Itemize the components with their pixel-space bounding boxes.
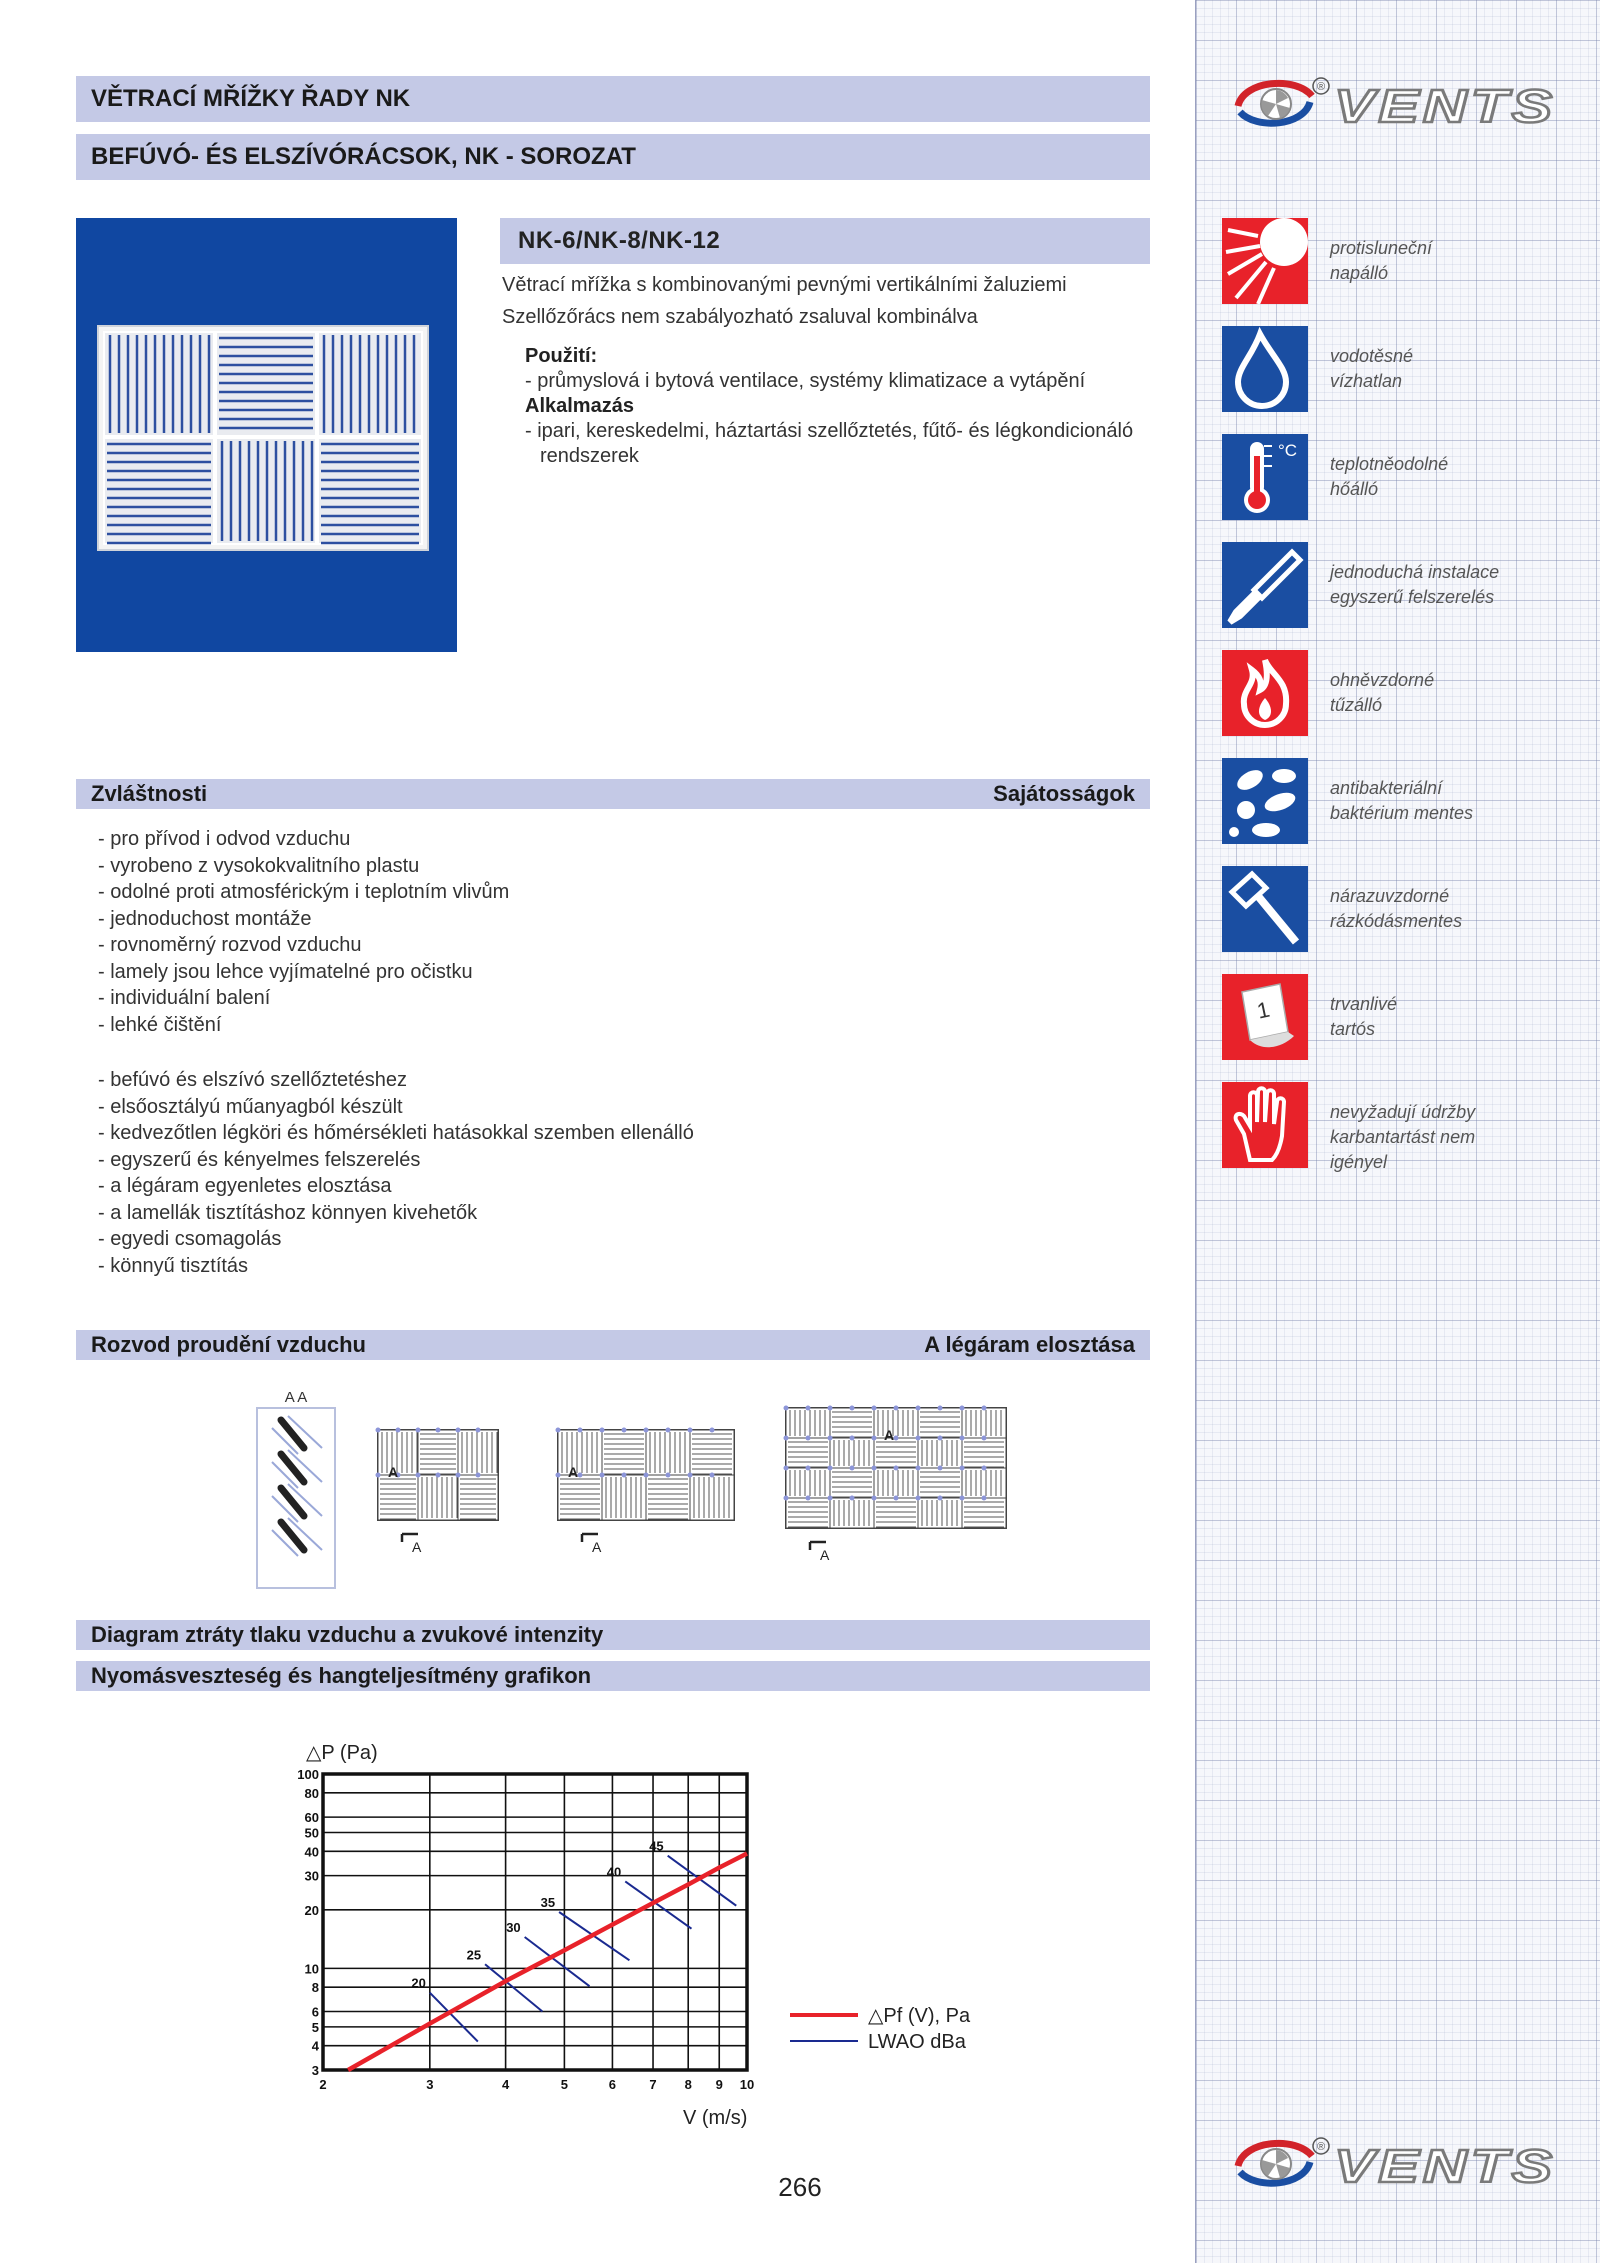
features-heading-hu: Sajátosságok [993, 781, 1135, 806]
airflow-arrow-marker [376, 1428, 381, 1433]
x-tick-label: 8 [684, 2077, 692, 2092]
list-item: - individuální balení [98, 987, 271, 1009]
airflow-cell [874, 1468, 918, 1498]
airflow-arrow-marker [894, 1436, 899, 1441]
airflow-arrow-marker [806, 1406, 811, 1411]
airflow-cell [830, 1438, 874, 1468]
x-tick-label: 4 [501, 2077, 510, 2092]
airflow-cell [786, 1408, 830, 1438]
airflow-arrow-marker [872, 1496, 877, 1501]
airflow-arrow-marker [436, 1428, 441, 1433]
cut-label: A [592, 1539, 602, 1555]
diagram-bar-hu [76, 1661, 1150, 1691]
x-tick-label: 5 [560, 2077, 569, 2092]
airflow-arrow-marker [622, 1473, 627, 1478]
legend-label-pressure: △Pf (V), Pa [868, 2005, 971, 2027]
airflow-cell [918, 1498, 962, 1528]
flame-icon [1222, 650, 1308, 736]
airflow-arrow-marker [872, 1406, 877, 1411]
features-heading-cz: Zvláštnosti [91, 781, 208, 806]
sound-level-label: 30 [506, 1920, 521, 1936]
airflow-cell [962, 1408, 1006, 1438]
y-tick-label: 40 [304, 1844, 319, 1860]
list-item: - lamely jsou lehce vyjímatelné pro očistku [98, 960, 473, 983]
airflow-arrow-marker [396, 1428, 401, 1433]
y-tick-label: 30 [304, 1868, 319, 1884]
feature-antibacterial: antibakteriální baktérium mentes [1222, 758, 1572, 846]
airflow-cell [418, 1430, 458, 1475]
y-tick-label: 5 [311, 2019, 319, 2035]
airflow-cell [874, 1408, 918, 1438]
diagram-heading-hu: Nyomásveszteség és hangteljesítmény grafikon [91, 1663, 592, 1688]
airflow-arrow-marker [894, 1406, 899, 1411]
airflow-arrow-marker [960, 1466, 965, 1471]
airflow-arrow-marker [806, 1496, 811, 1501]
product-title: NK-6/NK-8/NK-12 [500, 218, 1150, 264]
svg-text:®: ® [1316, 81, 1326, 93]
page-title-cz: VĚTRACÍ MŘÍŽKY ŘADY NK [91, 85, 411, 112]
list-item: - könnyű tisztítás [98, 1254, 249, 1277]
list-item: - pro přívod i odvod vzduchu [98, 828, 351, 850]
feature-fireproof: ohněvzdorné tűzálló [1222, 650, 1572, 738]
y-tick-label: 4 [311, 2038, 319, 2054]
airflow-heading-cz: Rozvod proudění vzduchu [91, 1332, 366, 1357]
cut-label: A [820, 1547, 830, 1563]
airflow-arrow-marker [982, 1406, 987, 1411]
airflow-arrow-marker [828, 1406, 833, 1411]
airflow-arrow-marker [666, 1428, 671, 1433]
list-item: - befúvó és elszívó szellőztetéshez [98, 1069, 408, 1091]
y-tick-label: 100 [297, 1767, 319, 1782]
airflow-diagrams [76, 1378, 1150, 1598]
airflow-bar [76, 1330, 1150, 1360]
airflow-arrow-marker [828, 1496, 833, 1501]
airflow-cell [378, 1475, 418, 1520]
svg-text:VENTS: VENTS [1334, 80, 1556, 132]
airflow-arrow-marker [894, 1496, 899, 1501]
airflow-arrow-marker [578, 1473, 583, 1478]
airflow-cell [646, 1430, 690, 1475]
y-tick-label: 3 [311, 2063, 319, 2078]
svg-text:VENTS: VENTS [1334, 2140, 1556, 2192]
airflow-arrow-marker [688, 1428, 693, 1433]
airflow-arrow-marker [666, 1473, 671, 1478]
airflow-arrow-marker [960, 1436, 965, 1441]
airflow-arrow-marker [982, 1436, 987, 1441]
airflow-arrow-marker [982, 1466, 987, 1471]
airflow-arrow-marker [982, 1496, 987, 1501]
airflow-arrow-marker [476, 1428, 481, 1433]
page-number: 266 [778, 2172, 822, 2202]
airflow-arrow-marker [850, 1406, 855, 1411]
list-item: - jednoduchost montáže [98, 907, 312, 930]
features-bar [76, 779, 1150, 809]
diagram-bar-cz [76, 1620, 1150, 1650]
feature-durable: 1 trvanlivé tartós [1222, 974, 1572, 1062]
airflow-arrow-marker [600, 1473, 605, 1478]
airflow-arrow-marker [688, 1473, 693, 1478]
sound-level-label: 40 [606, 1864, 622, 1880]
y-tick-label: 8 [311, 1980, 319, 1996]
feature-waterproof: vodotěsné vízhatlan [1222, 326, 1572, 414]
airflow-arrow-marker [938, 1436, 943, 1441]
feature-sun-resistant: protisluneční napálló [1222, 218, 1572, 306]
airflow-cell [830, 1498, 874, 1528]
list-item: - kedvezőtlen légköri és hőmérsékleti hatásokkal szemben ellenálló [98, 1122, 694, 1144]
list-item: - a lamellák tisztításhoz könnyen kivehetők [98, 1201, 478, 1224]
sun-icon [1222, 218, 1308, 304]
cut-label: A [884, 1427, 895, 1443]
airflow-arrow-marker [416, 1428, 421, 1433]
water-drop-icon [1222, 326, 1308, 412]
list-item: - egyszerű és kényelmes felszerelés [98, 1148, 421, 1171]
airflow-arrow-marker [872, 1436, 877, 1441]
product-description-cz: Větrací mřížka s kombinovanými pevnými vertikálními žaluziemi [502, 274, 1067, 296]
y-axis-label: △P (Pa) [306, 1742, 378, 1764]
grille-cell [104, 332, 214, 436]
feature-impact-resistant: nárazuvzdorné rázkódásmentes [1222, 866, 1572, 954]
airflow-arrow-marker [416, 1473, 421, 1478]
features-list-hu [98, 1067, 998, 1279]
pressure-sound-chart [290, 1725, 1030, 2135]
airflow-arrow-marker [916, 1436, 921, 1441]
airflow-arrow-marker [710, 1473, 715, 1478]
cut-label: A [388, 1464, 399, 1480]
cut-label: A [568, 1464, 579, 1480]
airflow-arrow-marker [938, 1496, 943, 1501]
airflow-cell [786, 1468, 830, 1498]
airflow-arrow-marker [784, 1496, 789, 1501]
airflow-arrow-marker [710, 1428, 715, 1433]
x-tick-label: 10 [739, 2077, 755, 2092]
airflow-arrow-marker [784, 1436, 789, 1441]
usage-block [525, 344, 1155, 469]
airflow-cell [690, 1475, 734, 1520]
airflow-arrow-marker [784, 1406, 789, 1411]
vents-logo-icon [1232, 72, 1562, 132]
usage-heading-hu: Alkalmazás [525, 395, 634, 417]
airflow-cell [962, 1468, 1006, 1498]
cut-label: A [412, 1539, 422, 1555]
y-tick-label: 10 [304, 1961, 319, 1977]
pressure-curve [348, 1854, 747, 2071]
airflow-arrow-marker [376, 1473, 381, 1478]
svg-text:1: 1 [1254, 996, 1272, 1024]
airflow-arrow-marker [456, 1428, 461, 1433]
airflow-arrow-marker [828, 1436, 833, 1441]
sound-level-label: 20 [411, 1975, 426, 1991]
chart-svg [290, 1725, 1030, 2135]
section-label: A A [284, 1389, 308, 1406]
airflow-arrow-marker [556, 1428, 561, 1433]
airflow-cell [602, 1475, 646, 1520]
product-description-hu: Szellőzőrács nem szabályozható zsaluval kombinálva [502, 306, 978, 328]
title-bar-hu [76, 134, 1150, 180]
airflow-arrow-marker [784, 1466, 789, 1471]
x-tick-label: 3 [426, 2077, 434, 2092]
airflow-arrow-marker [960, 1406, 965, 1411]
airflow-arrow-marker [850, 1436, 855, 1441]
y-tick-label: 80 [304, 1785, 319, 1801]
airflow-arrow-marker [850, 1496, 855, 1501]
list-item: - odolné proti atmosférickým i teplotním vlivům [98, 881, 510, 903]
airflow-arrow-marker [850, 1466, 855, 1471]
features-list-cz [98, 826, 998, 1038]
airflow-diagram-figure [76, 1378, 1150, 1598]
calendar-icon [1222, 974, 1308, 1060]
list-item: - lehké čištění [98, 1013, 222, 1036]
product-photo [76, 218, 457, 652]
x-tick-label: 9 [715, 2077, 723, 2092]
airflow-arrow-marker [644, 1473, 649, 1478]
airflow-arrow-marker [938, 1466, 943, 1471]
airflow-cell [918, 1438, 962, 1468]
feature-maintenance-free: nevyžadují údržby karbantartást nem igényel [1222, 1082, 1572, 1170]
airflow-cell [458, 1475, 498, 1520]
legend-label-sound: LWAO dBa [868, 2031, 966, 2053]
airflow-arrow-marker [622, 1428, 627, 1433]
airflow-arrow-marker [916, 1406, 921, 1411]
title-bar-cz [76, 76, 1150, 122]
airflow-arrow-marker [644, 1428, 649, 1433]
usage-heading-cz: Použití: [525, 345, 598, 367]
airflow-cell [602, 1430, 646, 1475]
airflow-arrow-marker [828, 1466, 833, 1471]
airflow-arrow-marker [436, 1473, 441, 1478]
y-tick-label: 6 [311, 2004, 319, 2020]
bacteria-icon [1222, 758, 1308, 844]
airflow-arrow-marker [578, 1428, 583, 1433]
usage-text-hu: - ipari, kereskedelmi, háztartási szellőztetés, fűtő- és légkondicionáló rendszerek [525, 420, 1134, 467]
list-item: - elsőosztályú műanyagból készült [98, 1095, 403, 1118]
list-item: - a légáram egyenletes elosztása [98, 1175, 392, 1197]
x-tick-label: 6 [608, 2077, 617, 2092]
airflow-arrow-marker [600, 1428, 605, 1433]
vents-logo-top [1232, 72, 1562, 132]
airflow-cell [690, 1430, 734, 1475]
x-axis-label: V (m/s) [683, 2107, 748, 2129]
x-tick-label: 2 [319, 2077, 327, 2092]
feature-easy-install: jednoduchá instalace egyszerű felszerelés [1222, 542, 1572, 630]
screwdriver-icon [1222, 542, 1308, 628]
airflow-arrow-marker [938, 1406, 943, 1411]
hand-icon [1222, 1082, 1308, 1168]
airflow-arrow-marker [916, 1466, 921, 1471]
list-item: - egyedi csomagolás [98, 1228, 282, 1250]
x-tick-label: 7 [649, 2077, 657, 2092]
hammer-icon [1222, 866, 1308, 952]
sound-level-label: 45 [649, 1838, 664, 1854]
airflow-arrow-marker [806, 1466, 811, 1471]
y-tick-label: 50 [304, 1825, 319, 1841]
list-item: - vyrobeno z vysokokvalitního plastu [98, 854, 420, 877]
list-item: - rovnoměrný rozvod vzduchu [98, 934, 362, 956]
airflow-heading-hu: A légáram elosztása [924, 1332, 1135, 1357]
airflow-arrow-marker [872, 1466, 877, 1471]
diagram-heading-cz: Diagram ztráty tlaku vzduchu a zvukové intenzity [91, 1622, 604, 1647]
airflow-arrow-marker [894, 1466, 899, 1471]
airflow-cell [646, 1475, 690, 1520]
sound-level-label: 35 [540, 1894, 556, 1910]
airflow-arrow-marker [456, 1473, 461, 1478]
grille-image [76, 218, 457, 652]
airflow-arrow-marker [806, 1436, 811, 1441]
y-tick-label: 20 [304, 1902, 319, 1918]
airflow-cell [558, 1475, 602, 1520]
sound-level-label: 25 [466, 1947, 482, 1963]
airflow-arrow-marker [916, 1496, 921, 1501]
y-tick-label: 60 [304, 1810, 319, 1826]
airflow-cell [558, 1430, 602, 1475]
usage-text-cz: - průmyslová i bytová ventilace, systémy klimatizace a vytápění [525, 370, 1086, 392]
svg-text:®: ® [1316, 2141, 1326, 2153]
airflow-arrow-marker [476, 1473, 481, 1478]
feature-heat-resistant: °C teplotněodolné hőálló [1222, 434, 1572, 522]
airflow-arrow-marker [556, 1473, 561, 1478]
page-title-hu: BEFÚVÓ- ÉS ELSZÍVÓRÁCSOK, NK - SOROZAT [91, 143, 636, 170]
airflow-arrow-marker [960, 1496, 965, 1501]
svg-text:°C: °C [1278, 441, 1298, 460]
thermometer-icon [1222, 434, 1308, 520]
